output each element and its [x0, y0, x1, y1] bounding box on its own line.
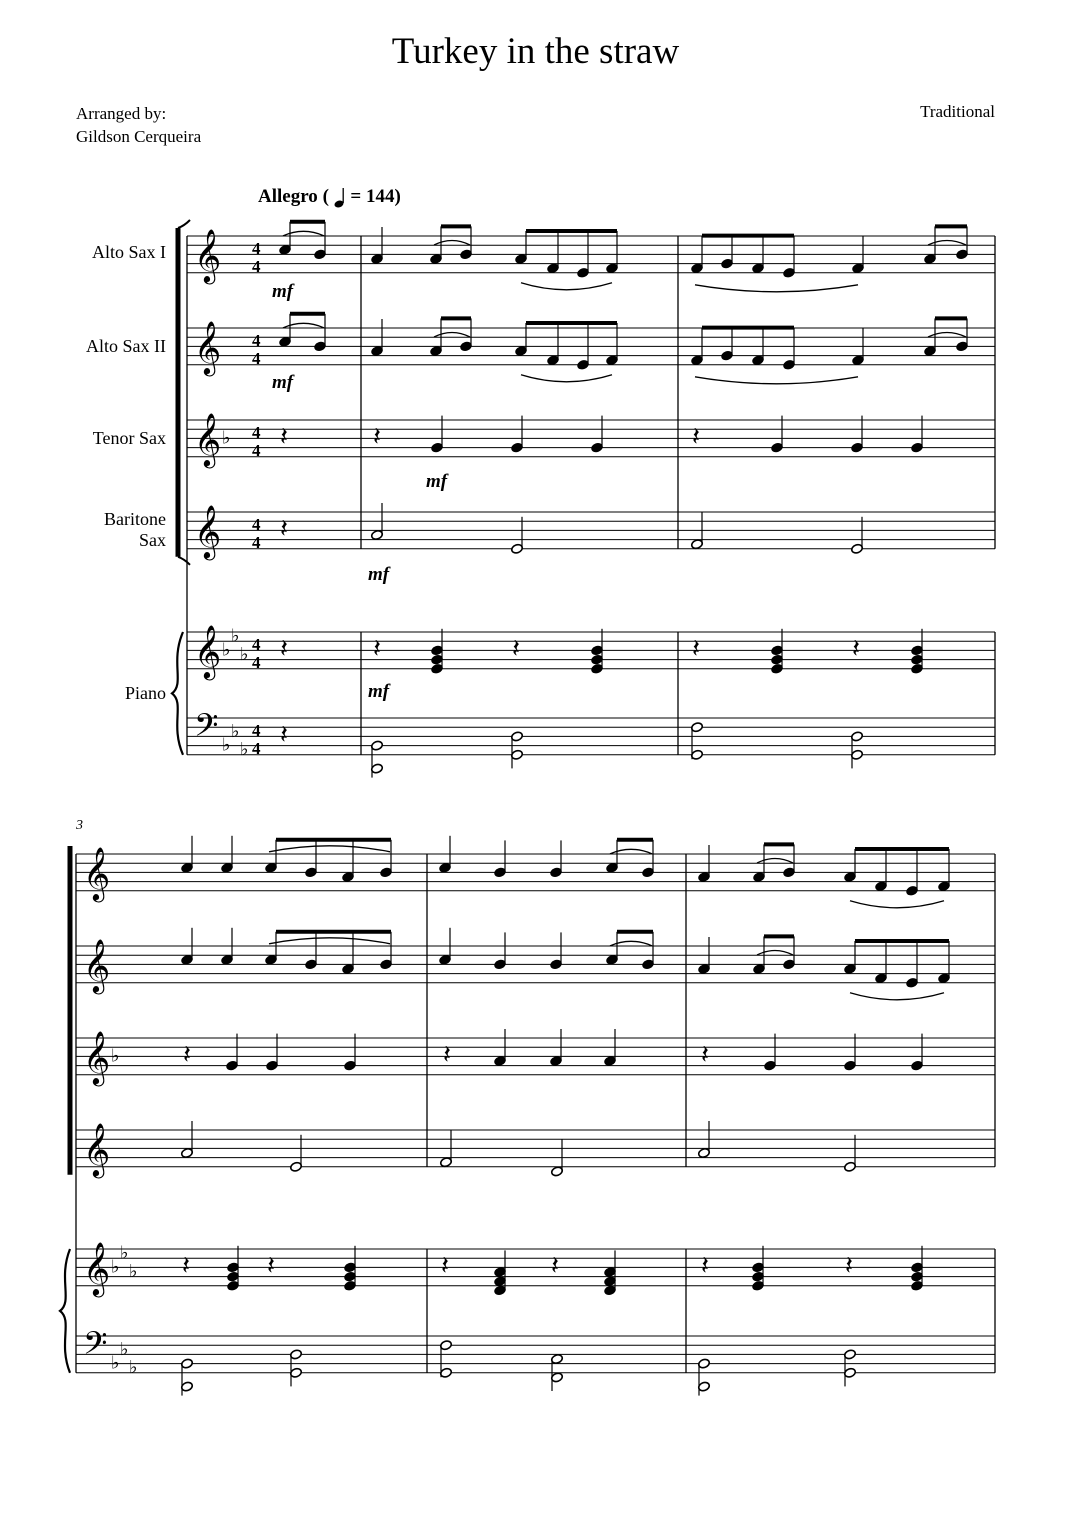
label-piano: Piano [124, 683, 166, 703]
slur [434, 241, 470, 246]
quarter-rest-icon: 𝄽 [183, 1040, 191, 1069]
quarter-rest-icon: 𝄽 [280, 514, 288, 543]
quarter-rest-icon: 𝄽 [845, 1251, 853, 1280]
flat-icon: ♭ [111, 1045, 120, 1066]
flat-icon: ♭ [111, 1352, 120, 1373]
time-signature-denominator: 4 [252, 441, 261, 460]
tempo-open-paren: ( [322, 186, 329, 207]
bass-clef-icon: 𝄢 [83, 1327, 108, 1369]
time-signature-numerator: 4 [252, 515, 261, 534]
tempo-bpm: = 144) [350, 186, 401, 207]
label-alto-sax-1: Alto Sax I [92, 242, 166, 262]
arranger-name: Gildson Cerqueira [76, 127, 202, 146]
quarter-rest-icon: 𝄽 [852, 634, 860, 663]
flat-icon: ♭ [231, 625, 240, 646]
label-baritone-line2: Sax [139, 530, 166, 550]
flat-icon: ♭ [222, 734, 231, 755]
slur [850, 901, 944, 908]
piano-brace [172, 632, 183, 755]
slur [269, 938, 390, 944]
treble-clef-icon: 𝄞 [194, 626, 222, 677]
quarter-rest-icon: 𝄽 [512, 634, 520, 663]
treble-clef-icon: 𝄞 [194, 322, 222, 373]
slur [928, 241, 966, 246]
quarter-rest-icon: 𝄽 [692, 422, 700, 451]
bass-clef-icon: 𝄢 [194, 709, 219, 751]
slur [521, 283, 612, 290]
flat-icon: ♭ [120, 1242, 129, 1263]
flat-icon: ♭ [120, 1338, 129, 1359]
label-alto-sax-2: Alto Sax II [86, 336, 166, 356]
composer-credit: Traditional [920, 102, 995, 121]
treble-clef-icon: 𝄞 [83, 848, 111, 899]
quarter-rest-icon: 𝄽 [551, 1251, 559, 1280]
quarter-rest-icon: 𝄽 [182, 1251, 190, 1280]
slur [757, 951, 793, 956]
time-signature-numerator: 4 [252, 239, 261, 258]
slur [283, 323, 324, 328]
time-signature-denominator: 4 [252, 533, 261, 552]
quarter-rest-icon: 𝄽 [373, 634, 381, 663]
quarter-rest-icon: 𝄽 [443, 1040, 451, 1069]
treble-clef-icon: 𝄞 [83, 1243, 111, 1294]
slur [757, 859, 793, 864]
flat-icon: ♭ [231, 720, 240, 741]
quarter-rest-icon: 𝄽 [280, 720, 288, 749]
time-signature-numerator: 4 [252, 423, 261, 442]
bracket-hook [178, 220, 190, 228]
quarter-rest-icon: 𝄽 [701, 1040, 709, 1069]
tempo-word: Allegro [258, 186, 318, 207]
slur [283, 231, 324, 236]
quarter-rest-icon: 𝄽 [441, 1251, 449, 1280]
score-title: Turkey in the straw [391, 31, 680, 72]
time-signature-denominator: 4 [252, 349, 261, 368]
flat-icon: ♭ [129, 1261, 138, 1281]
dynamic-mf: mf [426, 471, 448, 492]
flat-icon: ♭ [222, 427, 231, 448]
dynamic-mf: mf [272, 281, 294, 302]
label-baritone-line1: Baritone [104, 509, 166, 529]
flat-icon: ♭ [222, 639, 231, 660]
time-signature-denominator: 4 [252, 257, 261, 276]
quarter-rest-icon: 𝄽 [267, 1251, 275, 1280]
treble-clef-icon: 𝄞 [194, 230, 222, 281]
quarter-rest-icon: 𝄽 [280, 634, 288, 663]
slur [521, 375, 612, 382]
time-signature-denominator: 4 [252, 739, 261, 758]
flat-icon: ♭ [240, 644, 249, 664]
dynamic-mf: mf [368, 564, 390, 585]
quarter-rest-icon: 𝄽 [701, 1251, 709, 1280]
time-signature-numerator: 4 [252, 635, 261, 654]
slur [695, 285, 858, 292]
time-signature-numerator: 4 [252, 721, 261, 740]
treble-clef-icon: 𝄞 [83, 1032, 111, 1083]
piano-brace [60, 1249, 70, 1373]
arranger-label: Arranged by: [76, 104, 167, 123]
slur [695, 377, 858, 384]
quarter-rest-icon: 𝄽 [692, 634, 700, 663]
dynamic-mf: mf [272, 372, 294, 393]
flat-icon: ♭ [111, 1256, 120, 1277]
dynamic-mf: mf [368, 681, 390, 702]
time-signature-numerator: 4 [252, 331, 261, 350]
flat-icon: ♭ [129, 1357, 138, 1378]
flat-icon: ♭ [240, 739, 249, 760]
treble-clef-icon: 𝄞 [83, 940, 111, 991]
slur [850, 993, 944, 1000]
quarter-rest-icon: 𝄽 [373, 422, 381, 451]
slur [928, 333, 966, 338]
quarter-rest-icon: 𝄽 [280, 422, 288, 451]
slur [610, 941, 652, 946]
treble-clef-icon: 𝄞 [194, 414, 222, 465]
bracket-hook [178, 557, 190, 565]
slur [269, 846, 390, 852]
treble-clef-icon: 𝄞 [194, 506, 222, 557]
slur [610, 849, 652, 854]
treble-clef-icon: 𝄞 [83, 1124, 111, 1175]
slur [434, 333, 470, 338]
time-signature-denominator: 4 [252, 653, 261, 672]
label-tenor-sax: Tenor Sax [92, 428, 166, 448]
measure-number: 3 [76, 818, 83, 833]
